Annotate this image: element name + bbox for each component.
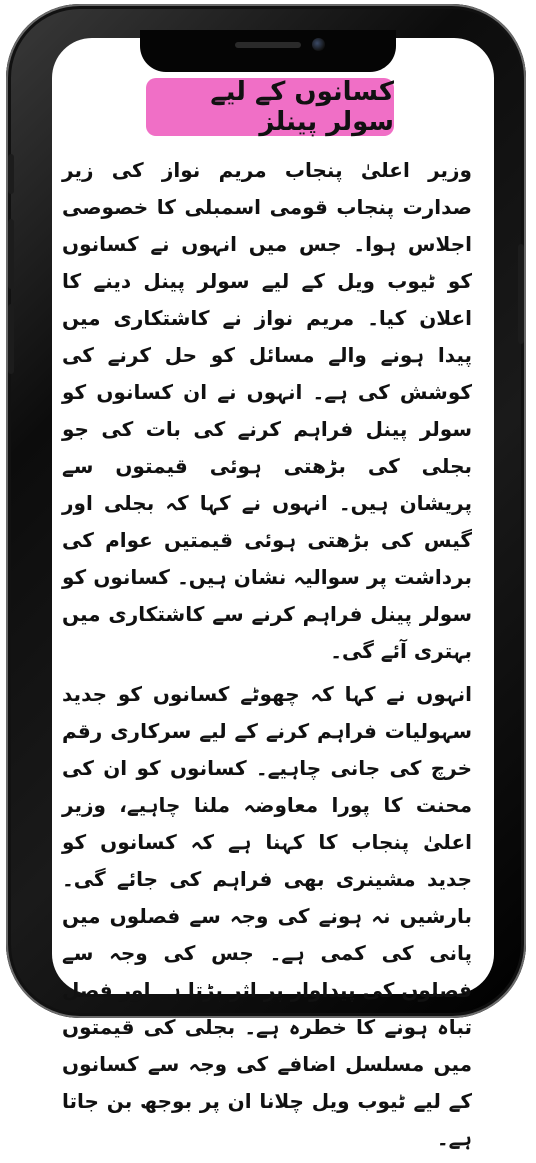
article-body [62, 152, 472, 1163]
article-title: کسانوں کے لیے سولر پینلز [210, 77, 394, 137]
power-button [518, 244, 524, 344]
article-paragraph-1: وزیر اعلیٰ پنجاب مریم نواز کی زیر صدارت پنجاب قومی اسمبلی کا خصوصی اجلاس ہوا۔ جس میں انہوں نے کسانوں کو ٹیوب ویل کے لیے سولر پینل دینے کا اعلان کیا۔ مریم نواز نے کاشتکاری میں پیدا ہونے والے مسائل کو حل کرنے کی کوشش کی ہے۔ انہوں نے ان کسانوں کو سولر پینل فراہم کرنے کی بات کی جو بجلی کی بڑھتی ہوئی قیمتوں سے پریشان ہیں۔ انہوں نے کہا کہ بجلی اور گیس کی بڑھتی ہوئی قیمتیں عوام کی برداشت پر سوالیہ نشان ہیں۔ کسانوں کو سولر پینل فراہم کرنے سے کاشتکاری میں بہتری آئے گی۔ [62, 158, 472, 663]
front-camera-icon [312, 38, 325, 51]
notch [140, 30, 396, 72]
volume-up-button [8, 219, 14, 289]
mute-switch [8, 154, 14, 194]
article-paragraph-2: انہوں نے کہا کہ چھوٹے کسانوں کو جدید سہولیات فراہم کرنے کے لیے سرکاری رقم خرچ کی جانی چاہیے۔ کسانوں کو ان کی محنت کا پورا معاوضہ ملنا چاہیے، وزیر اعلیٰ پنجاب کا کہنا ہے کہ کسانوں کو جدید مشینری بھی فراہم کی جائے گی۔ بارشیں نہ ہونے کی وجہ سے فصلوں میں پانی کی کمی ہے۔ جس کی وجہ سے فصلوں کی پیداوار پر اثر پڑتا ہے اور فصل تباہ ہونے کا خطرہ ہے۔ بجلی کی قیمتوں میں مسلسل اضافے کی وجہ سے کسانوں کے لیے ٹیوب ویل چلانا ان پر بوجھ بن جاتا ہے۔ [62, 682, 472, 1150]
speaker-grille [235, 42, 301, 48]
title-badge [146, 78, 394, 136]
volume-down-button [8, 304, 14, 374]
